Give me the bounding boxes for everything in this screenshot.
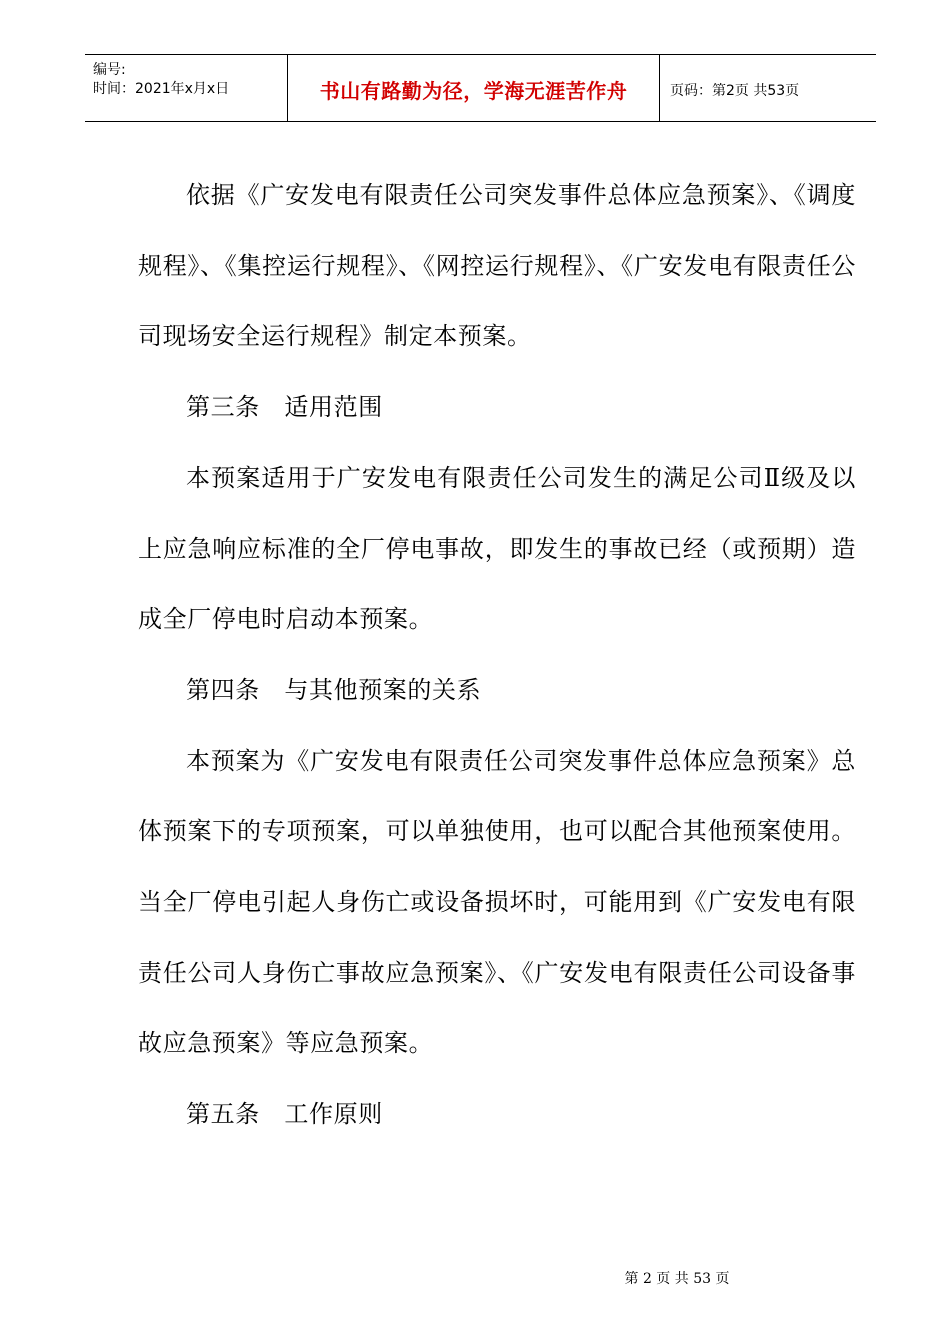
- header-page-number: 页码：第2页 共53页: [670, 83, 800, 99]
- paragraph-scope: 本预案适用于广安发电有限责任公司发生的满足公司Ⅱ级及以上应急响应标准的全厂停电事故，即发生的事故已经（或预期）造成全厂停电时启动本预案。: [138, 463, 856, 634]
- section-heading-scope: 第三条 适用范围: [186, 393, 383, 422]
- section-heading-relation: 第四条 与其他预案的关系: [186, 675, 482, 704]
- paragraph-basis: 依据《广安发电有限责任公司突发事件总体应急预案》、《调度规程》、《集控运行规程》、《网控运行规程》、《广安发电有限责任公司现场安全运行规程》制定本预案。: [138, 181, 856, 351]
- serial-number-label: 编号:: [93, 62, 126, 78]
- header-motto: 书山有路勤为径，学海无涯苦作舟: [319, 79, 628, 103]
- page-footer: [0, 1268, 950, 1288]
- section-heading-principles: 第五条 工作原则: [186, 1100, 383, 1129]
- document-body: [138, 160, 856, 1150]
- header-divider-right: [659, 55, 660, 121]
- footer-page-number: 第 2 页 共 53 页: [624, 1271, 730, 1287]
- header-meta: [93, 61, 229, 99]
- time-label: 时间：2021年x月x日: [93, 81, 230, 97]
- page-header: [85, 54, 876, 122]
- paragraph-relation: 本预案为《广安发电有限责任公司突发事件总体应急预案》总体预案下的专项预案，可以单独使用，也可以配合其他预案使用。当全厂停电引起人身伤亡或设备损坏时，可能用到《广安发电有限责任公司人身伤亡事故应急预案》、《广安发电有限责任公司设备事故应急预案》等应急预案。: [138, 746, 856, 1058]
